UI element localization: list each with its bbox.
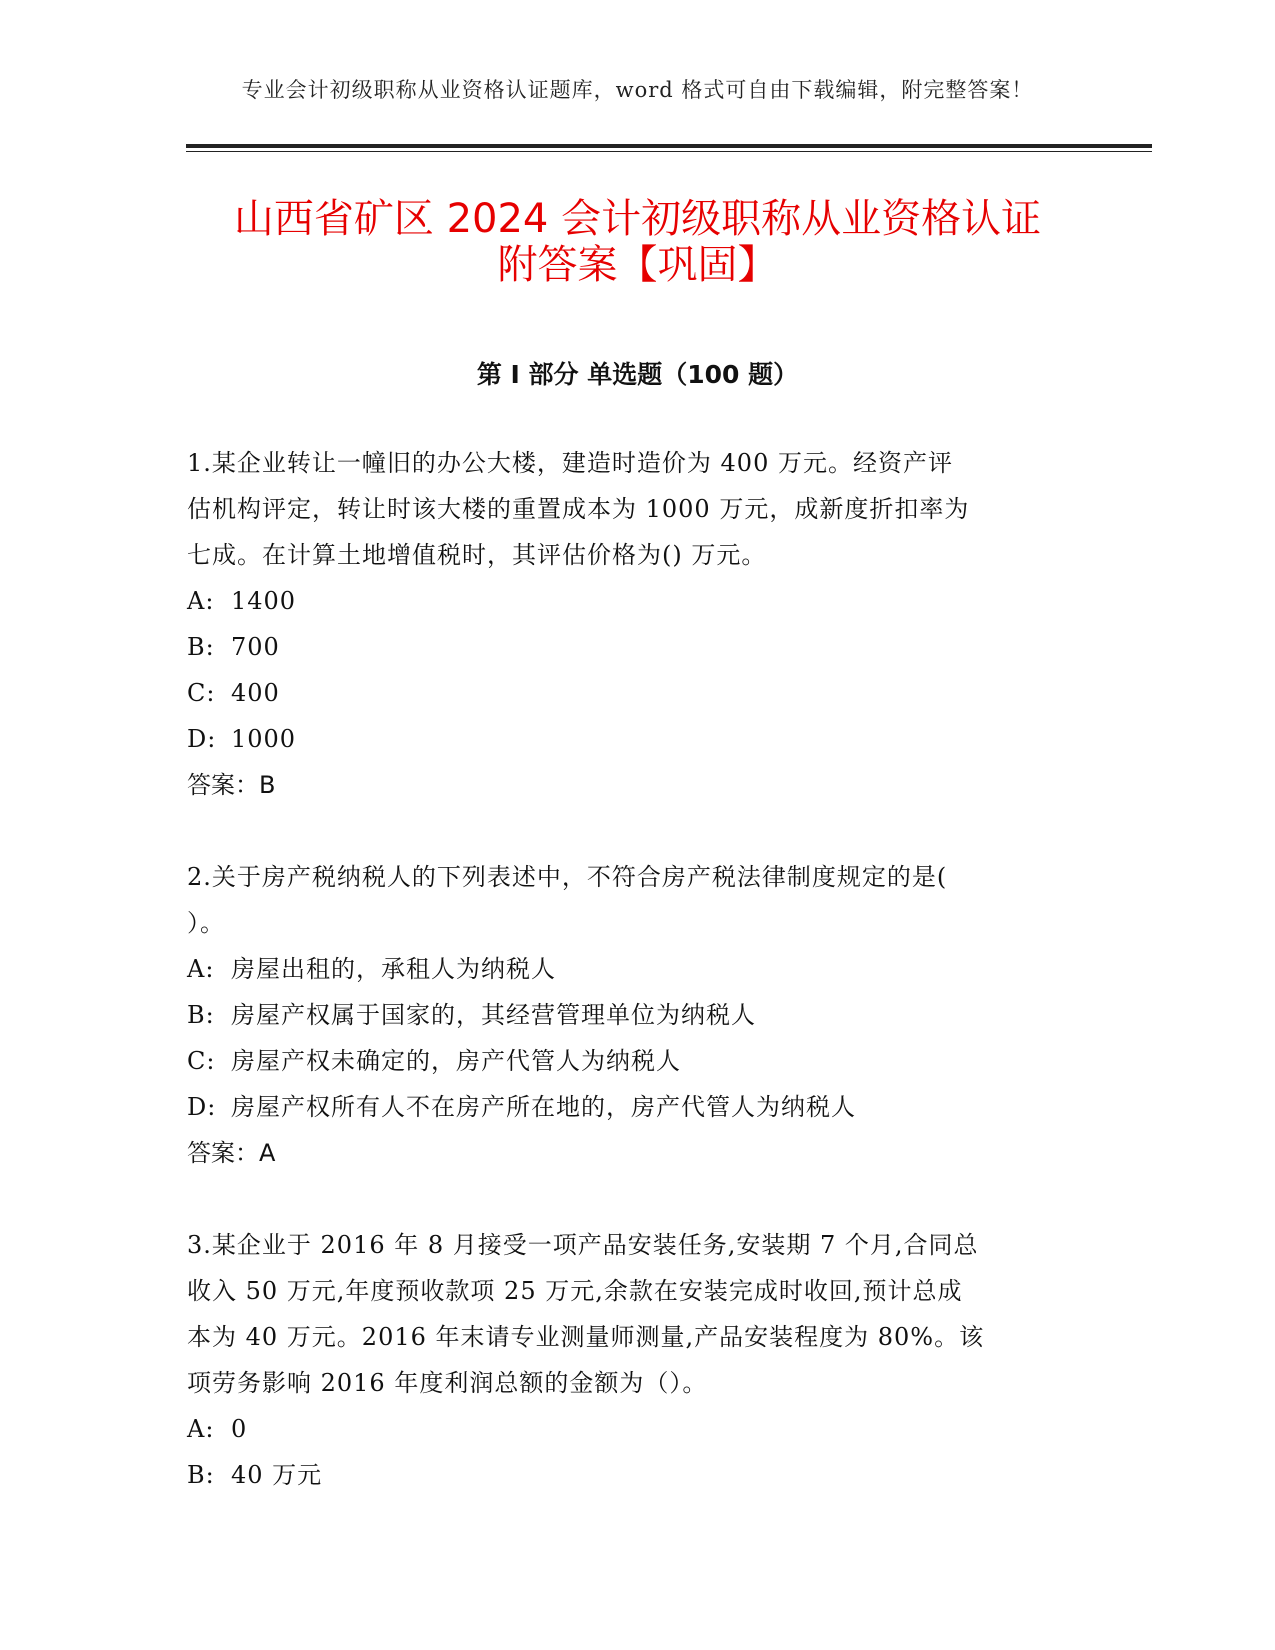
option-text: 40 万元: [231, 1461, 323, 1489]
option-b: [187, 624, 1077, 670]
option-text: 1400: [231, 587, 297, 615]
option-text: 1000: [231, 725, 297, 753]
question-text-line: 估机构评定，转让时该大楼的重置成本为 1000 万元，成新度折扣率为: [187, 495, 970, 523]
option-text: 0: [231, 1415, 248, 1443]
question-list: [187, 440, 1077, 1498]
title-line-2: 附答案【巩固】: [497, 242, 778, 288]
option-key: B:: [187, 1001, 215, 1029]
section-heading: 第 I 部分 单选题（100 题）: [476, 360, 799, 389]
option-key: B:: [187, 633, 215, 661]
option-key: C:: [187, 679, 216, 707]
option-key: D:: [187, 1093, 217, 1121]
option-b: [187, 1452, 1077, 1498]
answer-line: 答案：A: [187, 1139, 276, 1167]
option-a: [187, 946, 1077, 992]
option-text: 700: [231, 633, 280, 661]
title-line-1: 山西省矿区 2024 会计初级职称从业资格认证: [233, 196, 1042, 242]
option-c: [187, 1038, 1077, 1084]
option-key: A:: [187, 955, 215, 983]
header-note: 专业会计初级职称从业资格认证题库，word 格式可自由下载编辑，附完整答案！: [241, 78, 1034, 102]
question-1: [187, 440, 1077, 808]
document-title: [140, 196, 1135, 288]
question-3: [187, 1222, 1077, 1498]
question-text-line: 2.关于房产税纳税人的下列表述中，不符合房产税法律制度规定的是(: [187, 863, 948, 891]
question-gap: [187, 1176, 1077, 1222]
option-key: C:: [187, 1047, 216, 1075]
option-text: 房屋产权所有人不在房产所在地的，房产代管人为纳税人: [231, 1093, 856, 1121]
option-c: [187, 670, 1077, 716]
option-key: D:: [187, 725, 217, 753]
question-text-line: 项劳务影响 2016 年度利润总额的金额为（）。: [187, 1369, 708, 1397]
option-a: [187, 578, 1077, 624]
question-text-line: 3.某企业于 2016 年 8 月接受一项产品安装任务,安装期 7 个月,合同总: [187, 1231, 979, 1259]
question-gap: [187, 808, 1077, 854]
option-d: [187, 1084, 1077, 1130]
header-divider-thick: [186, 144, 1152, 148]
question-2: [187, 854, 1077, 1176]
question-text-line: 七成。在计算土地增值税时，其评估价格为() 万元。: [187, 541, 767, 569]
option-text: 房屋产权属于国家的，其经营管理单位为纳税人: [231, 1001, 756, 1029]
header-divider-thin: [186, 151, 1152, 152]
option-b: [187, 992, 1077, 1038]
option-key: B:: [187, 1461, 215, 1489]
question-text-line: ）。: [187, 909, 225, 937]
option-text: 房屋产权未确定的，房产代管人为纳税人: [231, 1047, 681, 1075]
option-text: 房屋出租的，承租人为纳税人: [231, 955, 556, 983]
option-d: [187, 716, 1077, 762]
answer-line: 答案：B: [187, 771, 276, 799]
question-text-line: 1.某企业转让一幢旧的办公大楼，建造时造价为 400 万元。经资产评: [187, 449, 953, 477]
question-text-line: 本为 40 万元。2016 年末请专业测量师测量,产品安装程度为 80%。该: [187, 1323, 985, 1351]
option-a: [187, 1406, 1077, 1452]
question-text-line: 收入 50 万元,年度预收款项 25 万元,余款在安装完成时收回,预计总成: [187, 1277, 963, 1305]
option-text: 400: [231, 679, 280, 707]
option-key: A:: [187, 1415, 215, 1443]
option-key: A:: [187, 587, 215, 615]
